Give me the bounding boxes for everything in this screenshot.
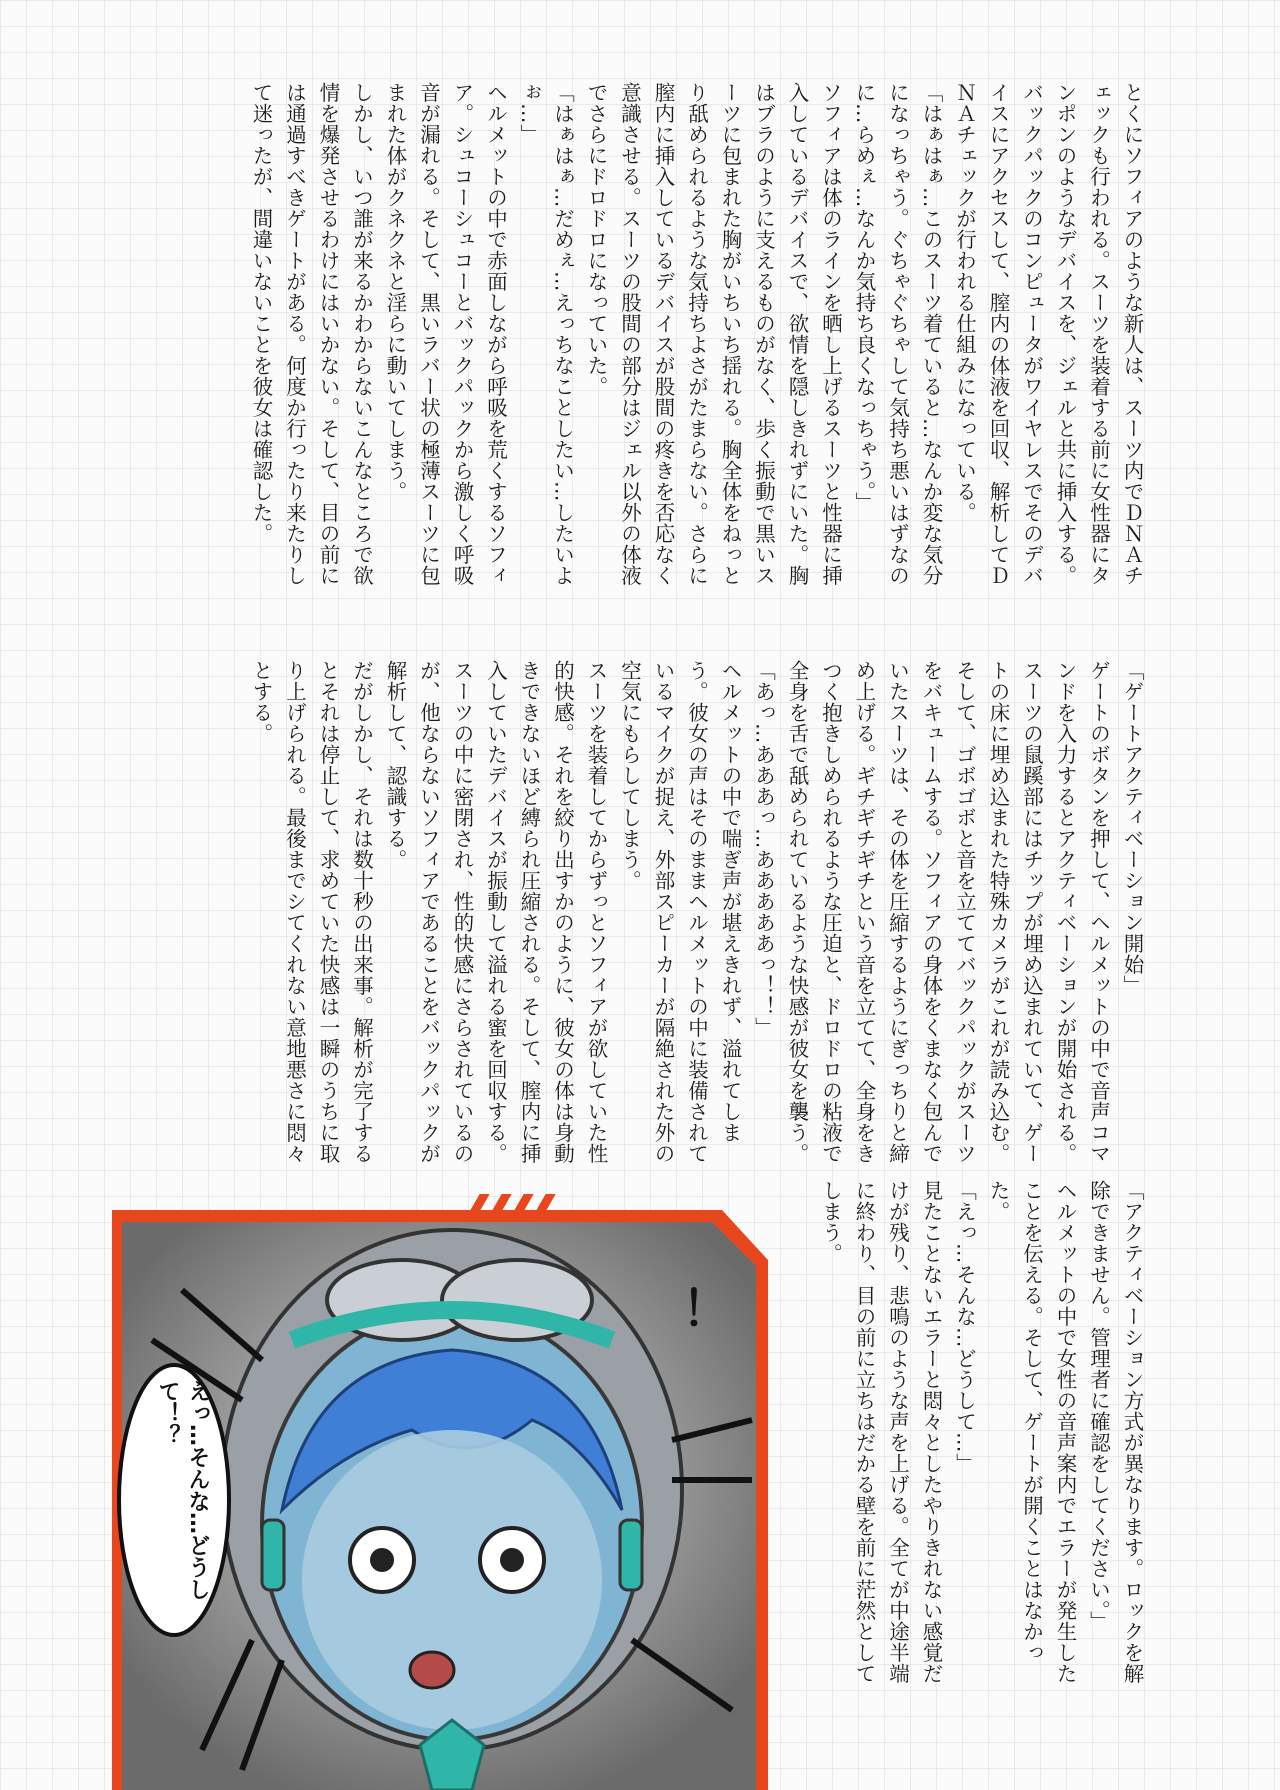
paragraph: 「はぁはぁ…このスーツ着ていると…なんか変な気分になっちゃう。ぐちゃぐちゃして気持ち悪いはずなのに…らめぇ…なんか気持ち良くなっちゃう。」 <box>852 82 943 586</box>
paragraph: しかし、いつ誰が来るかわからないこんなところで欲情を爆発させるわけにはいかない。そして、目の前には通過すべきゲートがある。何度か行ったり来たりして迷ったが、間違いないことを彼女は確認した。 <box>249 82 374 586</box>
paragraph: ソフィアは体のラインを晒し上げるスーツと性器に挿入しているデバイスで、欲情を隠しきれずにいた。胸はブラのように支えるものがなく、歩く振動で黒いスーツに包まれた胸がいちいち揺れる。胸全体をねっとり舐められるような気持ちよさがたまらない。さらに膣内に挿入しているデバイスが股間の疼きを否応なく意識させる。スーツの股間の部分はジェル以外の体液でさらにドロドロになっていた。 <box>584 82 843 586</box>
paragraph: ヘルメットの中で喘ぎ声が堪えきれず、溢れてしまう。彼女の声はそのままヘルメットの中に装備されているマイクが捉え、外部スピーカーが隔絶された外の空気にもらしてしまう。 <box>617 660 742 1164</box>
illustration-panel <box>112 1190 768 1790</box>
face <box>302 1430 602 1730</box>
text-column-top <box>249 82 1148 602</box>
paragraph: ヘルメットの中で赤面しながら呼吸を荒くするソフィア。シュコーシュコーとバックパックから激しく呼吸音が漏れる。そして、黒いラバー状の極薄スーツに包まれた体がクネクネと淫らに動いてしまう。 <box>383 82 508 586</box>
mouth <box>410 1652 454 1688</box>
paragraph: 「アクティベーション方式が異なります。ロックを解除できません。管理者に確認をしてください。」 <box>1086 1180 1144 1684</box>
ear-piece-left <box>262 1520 284 1590</box>
paragraph: 「えっ…そんな…どうして…」 <box>952 1180 977 1474</box>
paragraph: ゲートのボタンを押して、ヘルメットの中で音声コマンドを入力するとアクティベーションが開始される。スーツの鼠蹊部にはチップが埋め込まれていて、ゲートの床に埋め込まれた特殊カメラがこれが読み込む。 <box>986 660 1111 1164</box>
text-column-middle <box>148 660 1148 1168</box>
exclamation-mark: ！ <box>682 1281 731 1337</box>
paragraph: ヘルメットの中で女性の音声案内でエラーが発生したことを伝える。そして、ゲートが開くことはなかった。 <box>986 1180 1077 1684</box>
paragraph: 「はぁはぁ…だめぇ…えっちなことしたい…したいよぉ…」 <box>517 82 575 586</box>
paragraph: そして、ゴボゴボと音を立ててバックパックがスーツをバキュームする。ソフィアの身体をくまなく包んでいたスーツは、その体を圧縮するようにぎっちりと締め上げる。ギチギチギチという音を立てて、全身をきつく抱きしめられるような圧迫と、ドロドロの粘液で全身を舌で舐められているような快感が彼女を襲う。 <box>785 660 977 1164</box>
frame-stripes <box>470 1194 555 1210</box>
paragraph: とくにソフィアのような新人は、スーツ内でＤＮＡチェックも行われる。スーツを装着する前に女性器にタンポンのようなデバイスを、ジェルと共に挿入する。バックパックのコンピュータがワイヤレスでそのデバイスにアクセスして、膣内の体液を回収、解析してＤＮＡチェックが行われる仕組みになっている。 <box>952 82 1144 586</box>
speech-text: えっ…そんな…どうして！？ <box>155 1380 210 1600</box>
paragraph: スーツを装着してからずっとソフィアが欲していた性的快感。それを絞り出すかのように、彼女の体は身動きできないほど縛られ圧縮される。そして、膣内に挿入していたデバイスが振動して溢れる蜜を回収する。スーツの中に密閉され、性的快感にさらされているのが、他ならないソフィアであることをバックパックが解析して、認識する。 <box>383 660 608 1164</box>
paragraph: 見たことないエラーと悶々としたやりきれない感覚だけが残り、悲鳴のような声を上げる。全てが中途半端に終わり、目の前に立ちはだかる壁を前に茫然としてしまう。 <box>818 1180 943 1684</box>
ear-piece-right <box>620 1520 642 1590</box>
paragraph: だがしかし、それは数十秒の出来事。解析が完了するとそれは停止して、求めていた快感は一瞬のうちに取り上げられる。最後までシてくれない意地悪さに悶々とする。 <box>249 660 374 1164</box>
paragraph: 「ゲートアクティベーション開始」 <box>1120 660 1144 996</box>
paragraph: 「あっ…あああっ…あああああっ！！」 <box>751 660 776 1038</box>
